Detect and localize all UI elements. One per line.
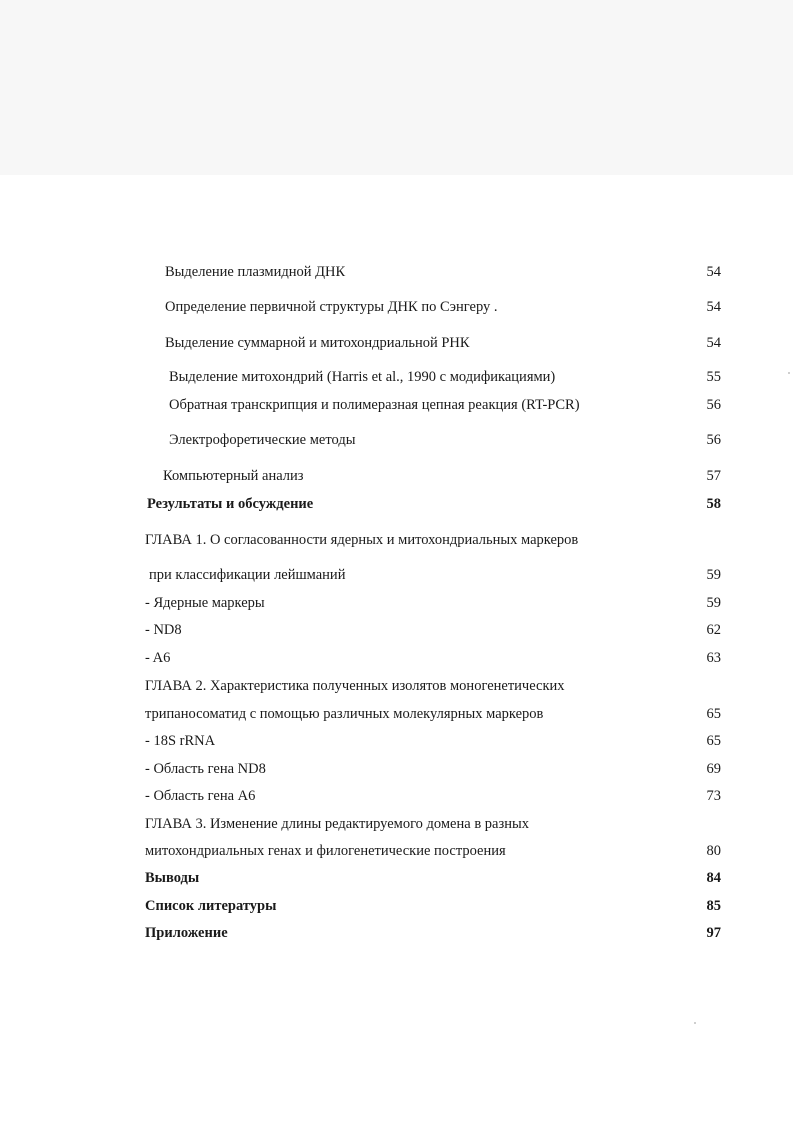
toc-entry-title: - Область гена ND8 [145,761,266,777]
toc-entry [0,676,793,696]
scan-top-band [0,0,793,175]
toc-entry-page: 73 [706,788,721,804]
toc-entry [0,704,793,724]
toc-entry [0,786,793,806]
toc-entry [0,494,793,514]
toc-entry [0,868,793,888]
toc-entry-page: 62 [706,622,721,638]
toc-entry-title: при классификации лейшманий [149,567,346,583]
toc-entry [0,814,793,834]
toc-entry-page: 55 [706,369,721,385]
toc-entry [0,333,793,353]
toc-entry-page: 63 [706,650,721,666]
toc-entry [0,648,793,668]
toc-entry [0,367,793,387]
toc-entry-title: Выделение суммарной и митохондриальной РНК [165,335,470,351]
toc-entry-title: ГЛАВА 2. Характеристика полученных изолятов моногенетических [145,678,565,694]
toc-entry [0,430,793,450]
toc-entry-page: 85 [706,898,721,914]
toc-entry-page: 57 [706,468,721,484]
toc-entry-page: 65 [706,706,721,722]
toc-entry [0,530,793,550]
toc-entry-page: 80 [706,843,721,859]
toc-entry-title: - ND8 [145,622,182,638]
toc-entry [0,896,793,916]
toc-entry [0,593,793,613]
toc-entry-page: 54 [706,264,721,280]
toc-entry-title: Определение первичной структуры ДНК по Сэнгеру . [165,299,498,315]
toc-entry-page: 97 [706,925,721,941]
toc-entry [0,395,793,415]
toc-entry [0,731,793,751]
toc-entry [0,565,793,585]
toc-entry-title: Список литературы [145,898,277,914]
toc-entry-page: 59 [706,595,721,611]
toc-entry-page: 56 [706,432,721,448]
toc-entry-page: 54 [706,335,721,351]
toc-entry-title: - 18S rRNA [145,733,216,749]
toc-entry [0,262,793,282]
toc-entry [0,923,793,943]
toc-entry-title: Выводы [145,870,200,886]
toc-entry-title: Выделение митохондрий (Harris et al., 1990 с модификациями) [169,369,556,385]
toc-entry-page: 58 [706,496,721,512]
toc-entry-title: Обратная транскрипция и полимеразная цепная реакция (RT-PCR) [169,397,580,413]
toc-entry-title: - Область гена A6 [145,788,256,804]
toc-entry-page: 54 [706,299,721,315]
toc-entry-title: трипаносоматид с помощью различных молекулярных маркеров [145,706,544,722]
toc-entry-title: Приложение [145,925,228,941]
toc-entry [0,466,793,486]
toc-entry-page: 69 [706,761,721,777]
toc-entry-title: ГЛАВА 3. Изменение длины редактируемого домена в разных [145,816,529,832]
scan-speck [694,1022,696,1024]
toc-entry-page: 65 [706,733,721,749]
toc-entry-title: Выделение плазмидной ДНК [165,264,346,280]
toc-entry [0,759,793,779]
toc-entry-title: Электрофоретические методы [169,432,356,448]
toc-entry-page: 56 [706,397,721,413]
toc-entry-page: 84 [706,870,721,886]
toc-entry [0,620,793,640]
toc-entry-title: митохондриальных генах и филогенетические построения [145,843,506,859]
toc-entry-title: - A6 [145,650,171,666]
toc-entry-title: Результаты и обсуждение [147,496,314,512]
toc-entry-title: ГЛАВА 1. О согласованности ядерных и митохондриальных маркеров [145,532,579,548]
toc-entry-page: 59 [706,567,721,583]
toc-entry [0,841,793,861]
toc-entry-title: - Ядерные маркеры [145,595,265,611]
toc-entry [0,297,793,317]
toc-entry-title: Компьютерный анализ [163,468,304,484]
